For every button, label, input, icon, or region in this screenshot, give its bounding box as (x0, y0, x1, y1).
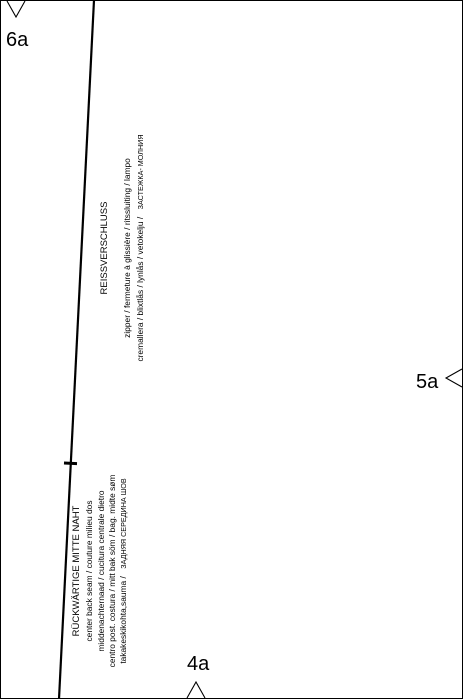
seam-line-3: centro post. costura / mitt bak söm / bag. midte søm (107, 474, 117, 668)
seam-line-1: center back seam / couture milieu dos (84, 500, 94, 642)
seam-title: RÜCKWÄRTIGE MITTE NAHT (71, 505, 82, 637)
zipper-end-mark (64, 463, 77, 464)
zipper-title: REISSVERSCHLUSS (99, 201, 110, 295)
notch-5a-label: 5a (416, 371, 439, 393)
zipper-line-2b: ЗАСТЕЖКА- МОЛНИЯ (136, 134, 145, 210)
zipper-line-1: zipper / fermeture à glissière / ritssluiting / lampo (122, 158, 132, 338)
zipper-line-2a: cremallera / blixtlås / lynlås / vetokelju / (135, 216, 145, 362)
seam-line-4b: ЗАДНЯЯ СЕРЕДИНА ШОВ (119, 478, 128, 569)
notch-4a-label: 4a (187, 653, 210, 675)
seam-line-4a: takakeskikohta,sauma / (118, 576, 128, 664)
notch-6a-label: 6a (6, 29, 29, 51)
seam-line-2: middenachternaad / cucitura centrale dietro (96, 490, 106, 652)
sheet-border (1, 1, 463, 699)
